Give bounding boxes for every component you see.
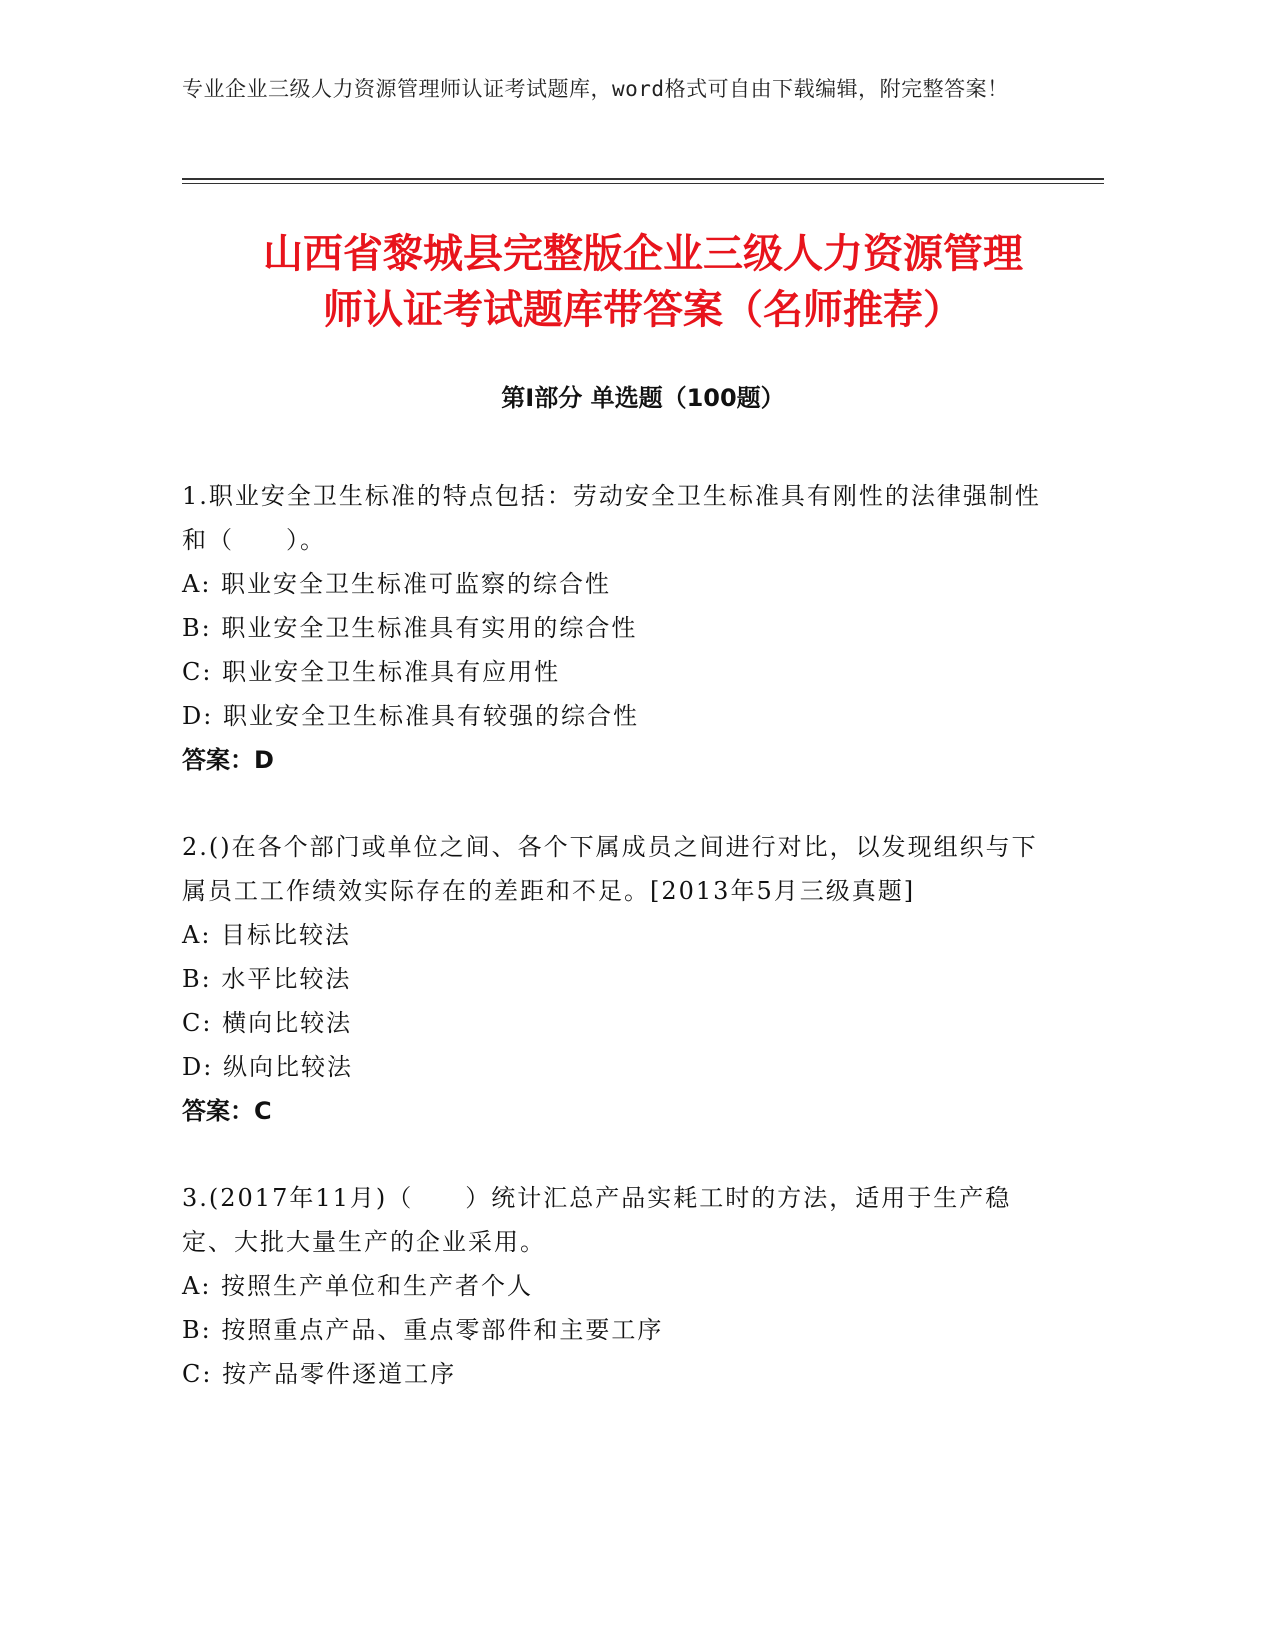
answer-label: 答案：D: [182, 746, 274, 774]
page-header-note: 专业企业三级人力资源管理师认证考试题库，word格式可自由下载编辑，附完整答案！: [182, 77, 1009, 101]
question-2: [182, 825, 1047, 1133]
answer-label: 答案：C: [182, 1097, 272, 1125]
header-divider: [182, 178, 1104, 180]
question-stem: 1.职业安全卫生标准的特点包括：劳动安全卫生标准具有刚性的法律强制性和（ ）。: [182, 482, 1041, 554]
question-stem: 3.(2017年11月)（ ）统计汇总产品实耗工时的方法，适用于生产稳定、大批大量生产的企业采用。: [182, 1184, 1012, 1256]
option-a: A: 职业安全卫生标准可监察的综合性: [182, 570, 612, 598]
option-a: A: 目标比较法: [182, 921, 352, 949]
option-c: C: 横向比较法: [182, 1009, 353, 1037]
option-d: D: 纵向比较法: [182, 1053, 353, 1081]
document-title: [182, 226, 1104, 338]
question-stem: 2.()在各个部门或单位之间、各个下属成员之间进行对比，以发现组织与下属员工工作绩效实际存在的差距和不足。[2013年5月三级真题]: [182, 833, 1038, 905]
option-a: A: 按照生产单位和生产者个人: [182, 1272, 534, 1300]
header-divider-thin: [182, 183, 1104, 184]
question-1: [182, 474, 1047, 782]
option-c: C: 职业安全卫生标准具有应用性: [182, 658, 561, 686]
option-c: C: 按产品零件逐道工序: [182, 1360, 457, 1388]
question-3: [182, 1176, 1047, 1396]
option-b: B: 水平比较法: [182, 965, 352, 993]
question-list: [182, 474, 1047, 1439]
document-title-line-1: 山西省黎城县完整版企业三级人力资源管理: [263, 231, 1023, 277]
option-d: D: 职业安全卫生标准具有较强的综合性: [182, 702, 639, 730]
document-title-line-2: 师认证考试题库带答案（名师推荐）: [323, 287, 963, 333]
section-heading: 第Ⅰ部分 单选题（100题）: [501, 384, 785, 412]
option-b: B: 职业安全卫生标准具有实用的综合性: [182, 614, 638, 642]
option-b: B: 按照重点产品、重点零部件和主要工序: [182, 1316, 664, 1344]
